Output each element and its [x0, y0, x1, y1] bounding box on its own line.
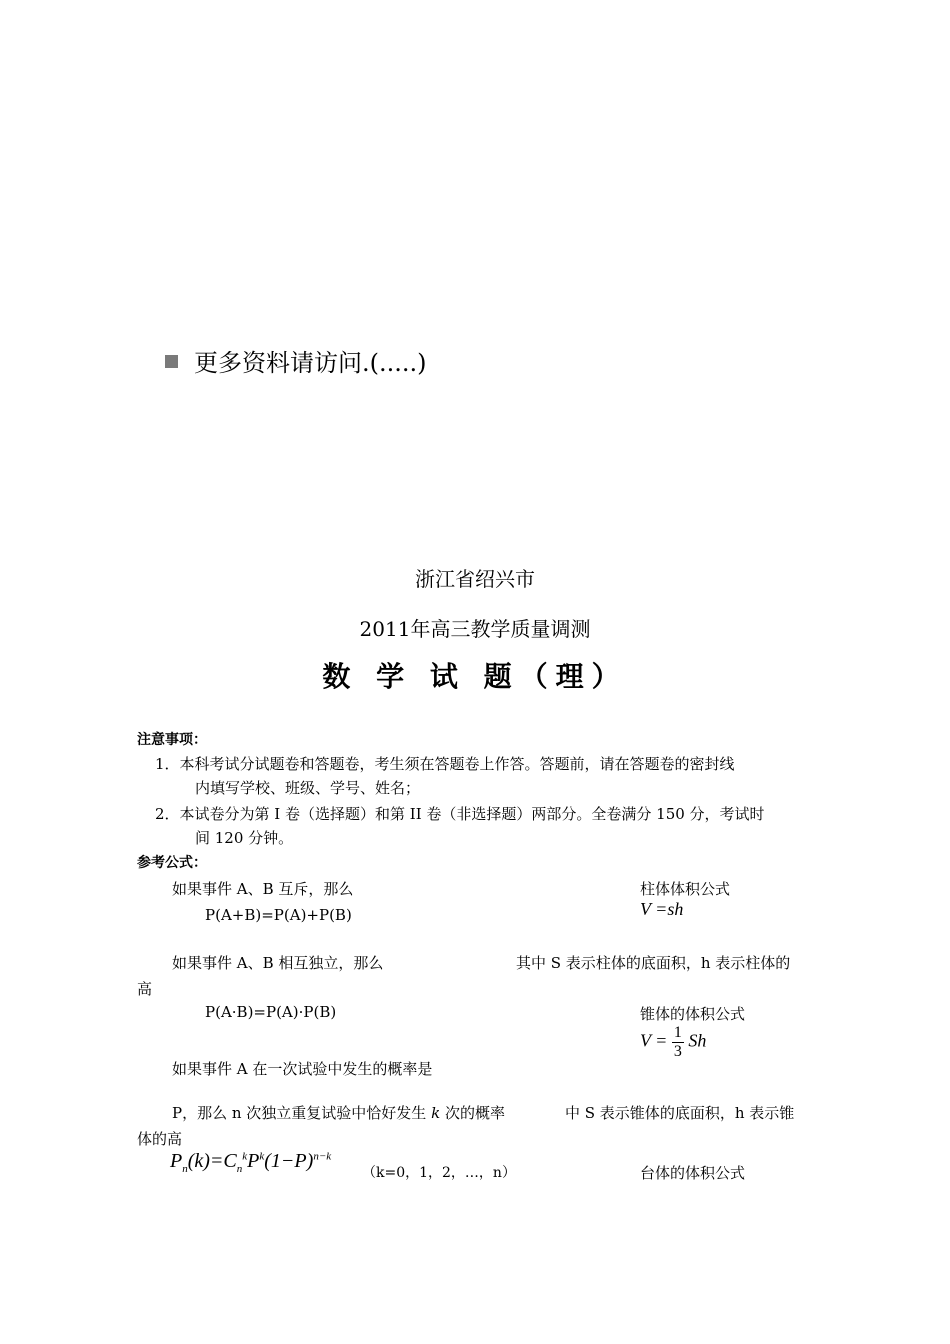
square-bullet-icon: [165, 355, 178, 368]
note-item-1: 1．本科考试分试题卷和答题卷，考生须在答题卷上作答。答题前，请在答题卷的密封线: [155, 755, 735, 773]
cone-rhs: Sh: [688, 1030, 707, 1051]
exam-title: 2011年高三教学质量调测: [359, 617, 591, 641]
probability-text-2: P，那么 n 次独立重复试验中恰好发生 k 次的概率: [172, 1104, 505, 1122]
binomial-formula: $P_n(k)=C_n^kP^k(1-P)^{n-k}$: [170, 1150, 332, 1175]
notes-heading: 注意事项：: [137, 732, 207, 748]
binomial-range: （k=0，1，2，…，n）: [362, 1165, 516, 1181]
more-resources-text: 更多资料请访问.(.....): [194, 349, 427, 377]
subject-title: 数 学 试 题（理）: [322, 660, 628, 693]
cone-note: 中 S 表示锥体的底面积，h 表示锥: [565, 1104, 795, 1122]
prism-label: 柱体体积公式: [640, 880, 731, 898]
note-item-2-cont: 间 120 分钟。: [195, 829, 294, 847]
region-title: 浙江省绍兴市: [415, 567, 535, 591]
cone-lhs: V =: [640, 1030, 668, 1051]
cone-note-cont: 体的高: [137, 1130, 183, 1148]
prism-note-cont: 高: [137, 980, 153, 998]
more-resources-link[interactable]: [165, 343, 427, 378]
independent-formula: P(A·B)=P(A)·P(B): [205, 1003, 337, 1021]
probability-text: 如果事件 A 在一次试验中发生的概率是: [172, 1060, 433, 1078]
prism-note: 其中 S 表示柱体的底面积，h 表示柱体的: [516, 954, 791, 972]
cone-fraction: [672, 1024, 684, 1061]
cone-label: 锥体的体积公式: [640, 1005, 746, 1023]
independent-text: 如果事件 A、B 相互独立，那么: [172, 954, 384, 972]
mutex-formula: P(A+B)=P(A)+P(B): [205, 906, 352, 924]
cone-denominator: 3: [673, 1043, 682, 1060]
mutex-text: 如果事件 A、B 互斥，那么: [172, 880, 354, 898]
prism-formula: V =sh: [640, 899, 684, 919]
note-item-1-cont: 内填写学校、班级、学号、姓名；: [195, 779, 421, 797]
cone-formula: [640, 1024, 706, 1061]
cone-numerator: 1: [673, 1024, 682, 1041]
formulas-heading: 参考公式：: [137, 855, 207, 871]
note-item-2: 2．本试卷分为第 I 卷（选择题）和第 II 卷（非选择题）两部分。全卷满分 150 分，考试时: [155, 805, 765, 823]
frustum-label: 台体的体积公式: [640, 1164, 746, 1182]
